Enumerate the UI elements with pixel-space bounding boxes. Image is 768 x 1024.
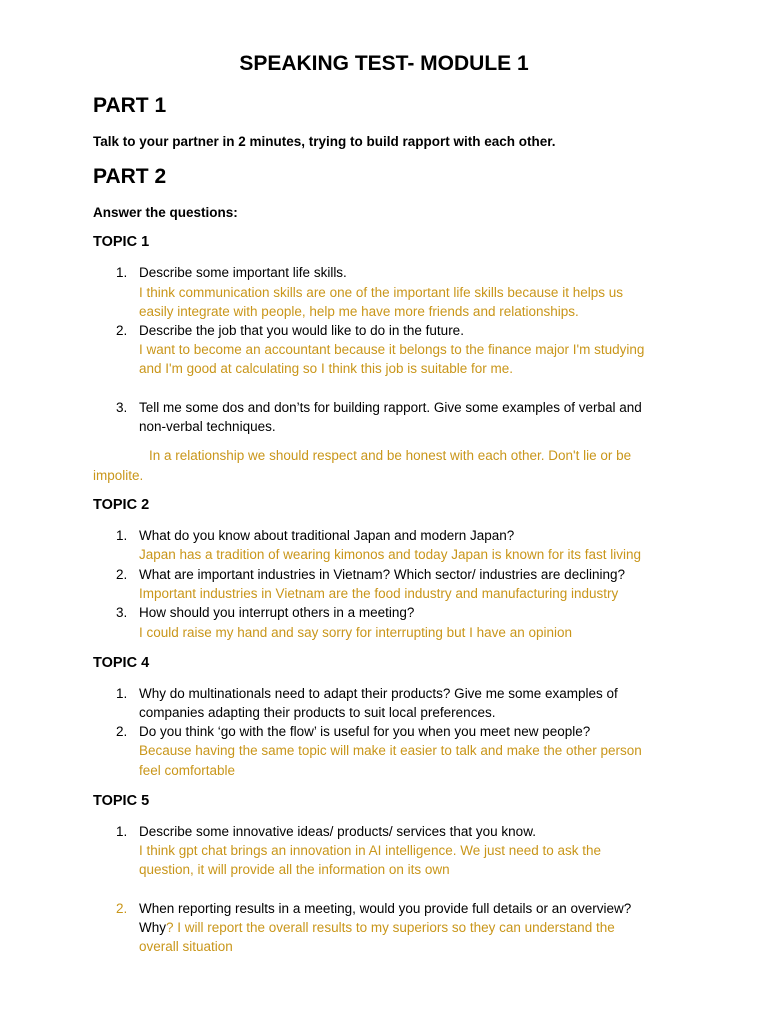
question-text: companies adapting their products to suit local preferences. [139,705,496,720]
question-text: How should you interrupt others in a meeting? [139,605,415,620]
list-number: 1. [116,686,128,701]
list-number: 2. [116,901,128,916]
question-text: Why do multinationals need to adapt their products? Give me some examples of [139,686,618,701]
answer-text: I think communication skills are one of the important life skills because it helps us [139,285,623,300]
document-title: SPEAKING TEST- MODULE 1 [239,52,529,75]
answer-text: In a relationship we should respect and be honest with each other. Don't lie or be [149,448,632,463]
topic5-heading: TOPIC 5 [93,793,150,809]
question-text: Describe some innovative ideas/ products/ services that you know. [139,824,536,839]
answer-text: I want to become an accountant because it belongs to the finance major I'm studying [139,342,645,357]
answer-text: feel comfortable [139,763,236,778]
answer-text: Japan has a tradition of wearing kimonos and today Japan is known for its fast living [139,547,642,562]
list-number: 1. [116,824,128,839]
list-number: 1. [116,265,128,280]
question-text: Do you think ‘go with the flow’ is useful for you when you meet new people? [139,724,591,739]
part1-instruction: Talk to your partner in 2 minutes, trying to build rapport with each other. [93,134,556,149]
question-text: What do you know about traditional Japan and modern Japan? [139,528,515,543]
list-number: 3. [116,400,128,415]
answer-text: Important industries in Vietnam are the food industry and manufacturing industry [139,586,619,601]
answer-text: I think gpt chat brings an innovation in AI intelligence. We just need to ask the [139,843,602,858]
question-text: Tell me some dos and don’ts for building rapport. Give some examples of verbal and [139,400,642,415]
question-text: What are important industries in Vietnam? Which sector/ industries are declining? [139,567,625,582]
list-number: 2. [116,323,128,338]
answer-text: easily integrate with people, help me have more friends and relationships. [139,304,579,319]
topic4-heading: TOPIC 4 [93,655,150,671]
answer-text: ? I will report the overall results to my superiors so they can understand the [166,920,615,935]
list-number: 1. [116,528,128,543]
topic1-heading: TOPIC 1 [93,234,150,250]
question-text: non-verbal techniques. [139,419,276,434]
list-number: 3. [116,605,128,620]
question-text: Describe some important life skills. [139,265,347,280]
part1-heading: PART 1 [93,94,167,117]
question-text: Why [139,920,166,935]
part2-heading: PART 2 [93,165,167,188]
answer-text: overall situation [139,939,233,954]
question-line [139,920,615,935]
part2-instruction: Answer the questions: [93,205,238,220]
answer-text: question, it will provide all the information on its own [139,862,450,877]
answer-text: impolite. [93,468,144,483]
list-number: 2. [116,567,128,582]
question-text: Describe the job that you would like to do in the future. [139,323,464,338]
answer-text: I could raise my hand and say sorry for interrupting but I have an opinion [139,625,572,640]
question-text: When reporting results in a meeting, would you provide full details or an overview? [139,901,632,916]
topic2-heading: TOPIC 2 [93,497,150,513]
answer-text: Because having the same topic will make it easier to talk and make the other person [139,743,642,758]
list-number: 2. [116,724,128,739]
answer-text: and I'm good at calculating so I think this job is suitable for me. [139,361,514,376]
